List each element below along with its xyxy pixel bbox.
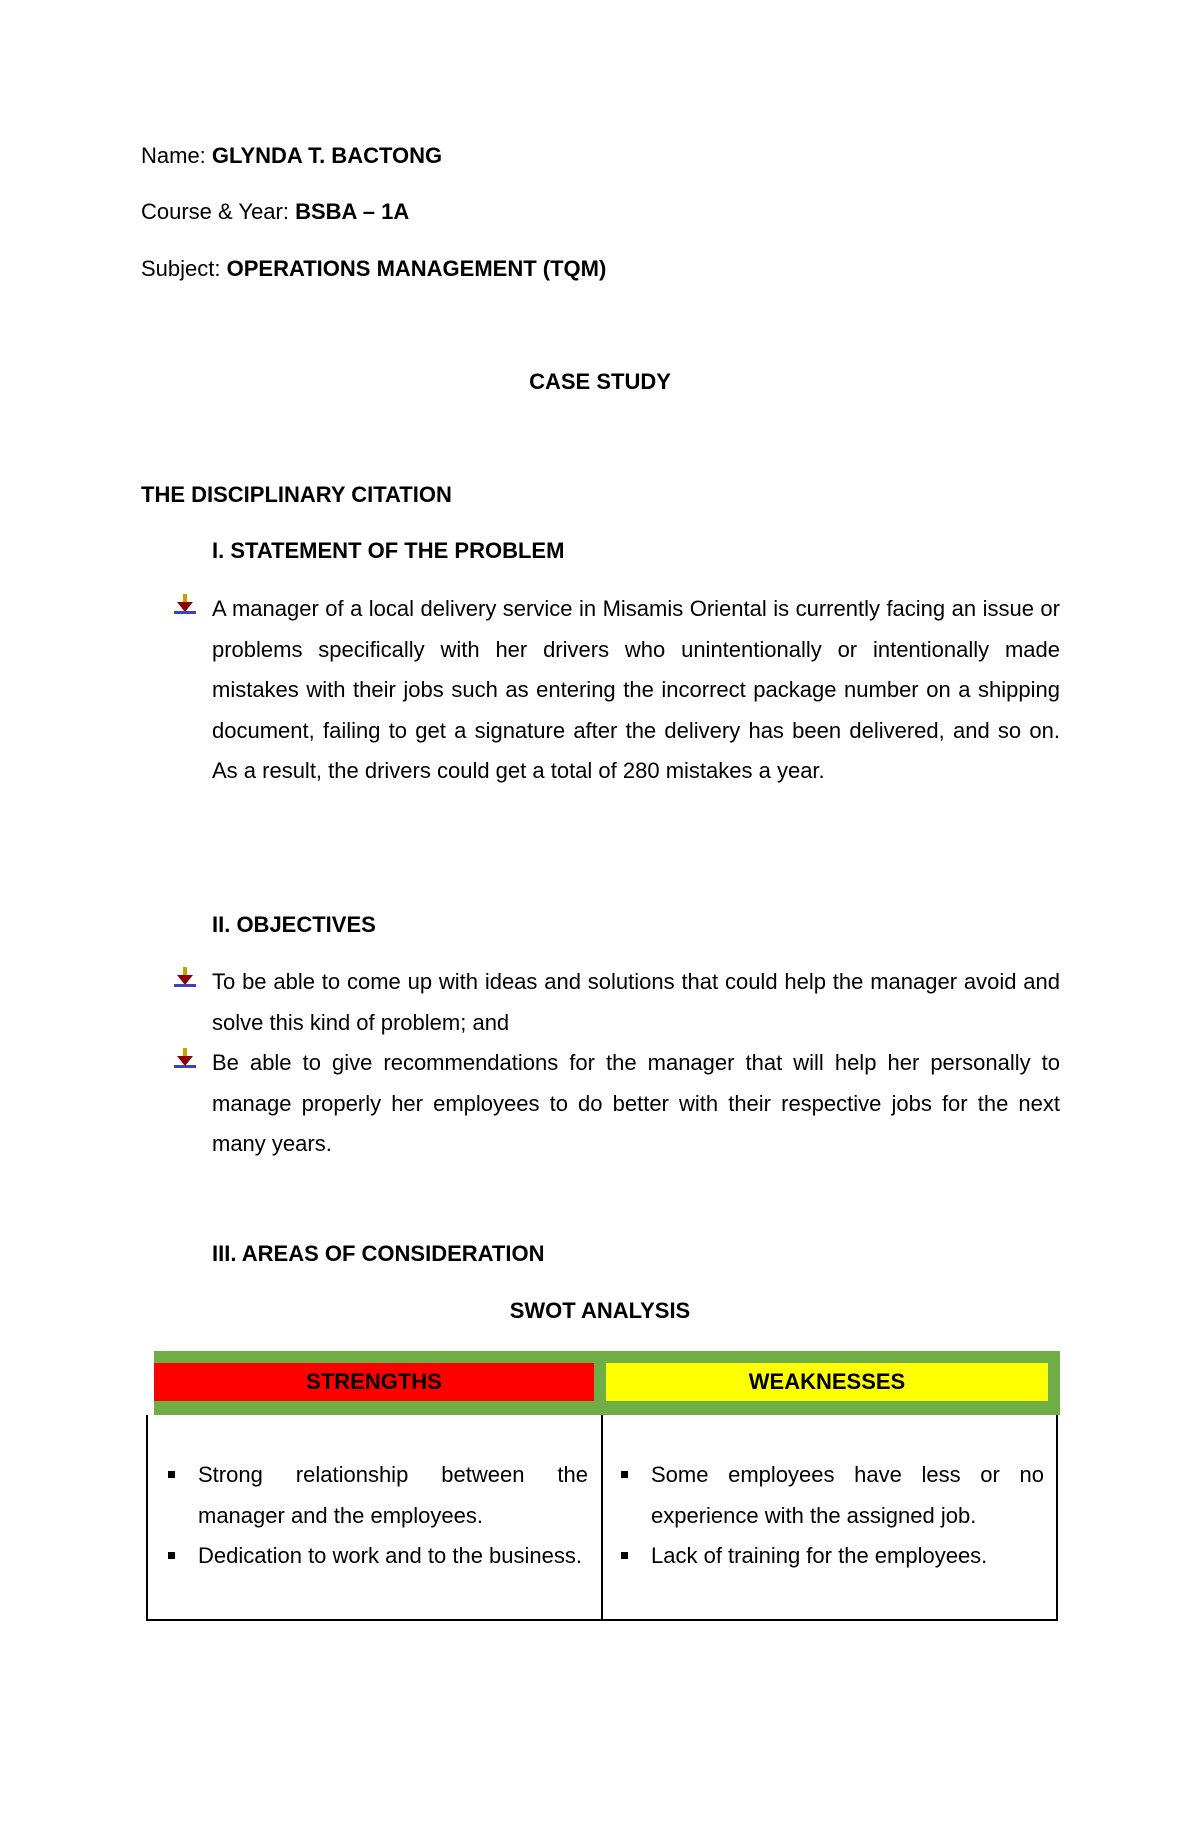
- weaknesses-list: [601, 1455, 1044, 1577]
- strengths-header: STRENGTHS: [154, 1363, 594, 1401]
- arrow-bullet-icon: [172, 592, 198, 618]
- objective-item: To be able to come up with ideas and solutions that could help the manager avoid and solve this kind of problem; and: [212, 969, 1060, 1035]
- arrow-bullet-icon: [172, 965, 198, 991]
- name-line: [141, 143, 442, 169]
- case-title: THE DISCIPLINARY CITATION: [141, 482, 452, 507]
- subject-label: Subject:: [141, 256, 221, 281]
- problem-heading: I. STATEMENT OF THE PROBLEM: [212, 538, 565, 563]
- course-line: [141, 199, 409, 225]
- problem-statement: A manager of a local delivery service in Misamis Oriental is currently facing an issue or problems specifically with her drivers who unintentionally or intentionally made mistakes with their jobs such as entering the incorrect package number on a shipping document, failing to get a signature after the delivery has been delivered, and so on. As a result, the drivers could get a total of 280 mistakes a year.: [212, 596, 1060, 783]
- list-item: Lack of training for the employees.: [601, 1536, 1044, 1577]
- objective-item: Be able to give recommendations for the manager that will help her personally to manage properly her employees to do better with their respective jobs for the next many years.: [212, 1050, 1060, 1156]
- course-label: Course & Year:: [141, 199, 289, 224]
- course-value: BSBA – 1A: [295, 199, 410, 224]
- list-item: Some employees have less or no experience with the assigned job.: [601, 1455, 1044, 1536]
- swot-header-row: [154, 1351, 1060, 1415]
- square-bullet-icon: [621, 1471, 628, 1478]
- list-item: Dedication to work and to the business.: [148, 1536, 588, 1577]
- objectives-heading: II. OBJECTIVES: [212, 912, 376, 937]
- subject-line: [141, 256, 606, 282]
- strengths-list: [148, 1455, 588, 1577]
- name-value: GLYNDA T. BACTONG: [211, 143, 443, 168]
- weaknesses-header: WEAKNESSES: [606, 1363, 1048, 1401]
- areas-heading: III. AREAS OF CONSIDERATION: [212, 1241, 545, 1266]
- list-item: Strong relationship between the manager and the employees.: [148, 1455, 588, 1536]
- name-label: Name:: [141, 143, 206, 168]
- arrow-bullet-icon: [172, 1046, 198, 1072]
- document-title: CASE STUDY: [529, 369, 671, 394]
- swot-heading: SWOT ANALYSIS: [509, 1298, 691, 1323]
- square-bullet-icon: [168, 1471, 175, 1478]
- swot-table-body: [146, 1415, 1058, 1621]
- square-bullet-icon: [621, 1552, 628, 1559]
- subject-value: OPERATIONS MANAGEMENT (TQM): [226, 256, 607, 281]
- square-bullet-icon: [168, 1552, 175, 1559]
